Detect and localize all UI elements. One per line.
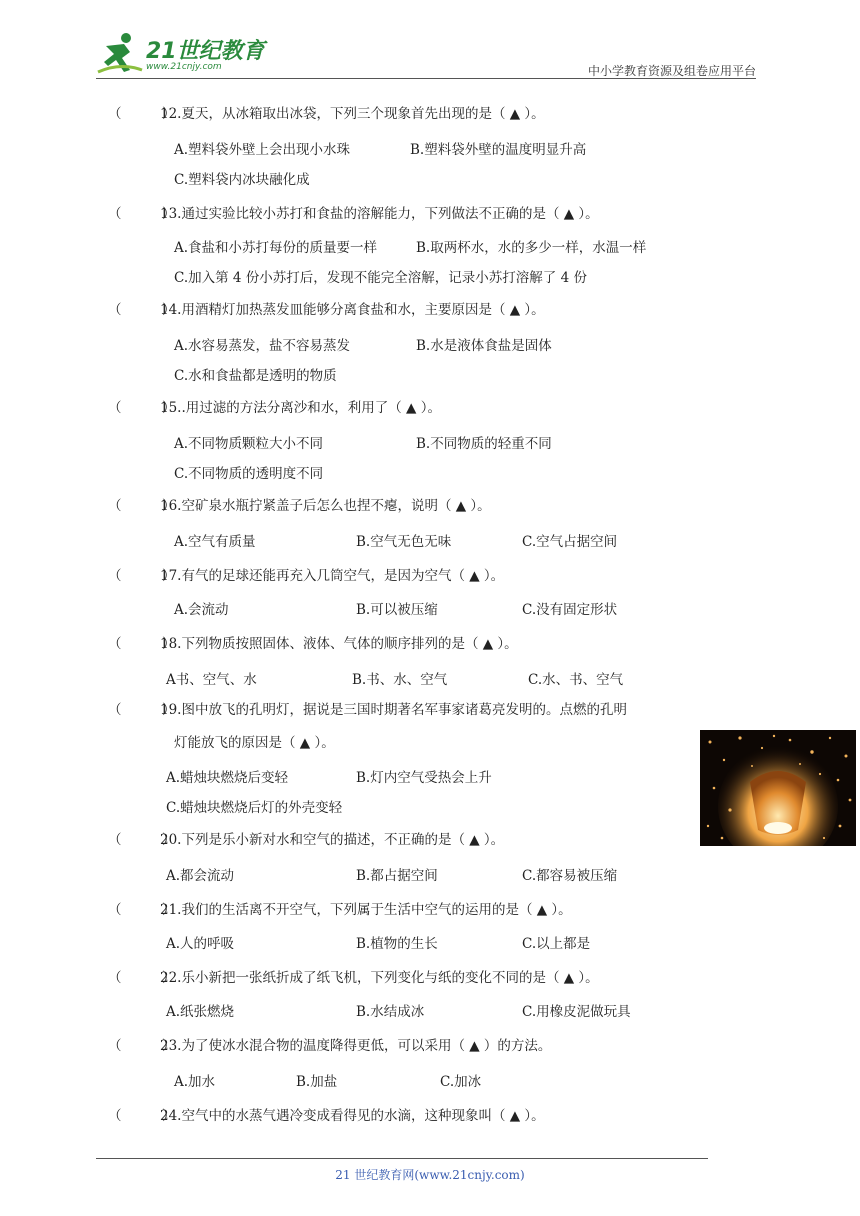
option-b: B.都占据空间	[356, 868, 438, 884]
question-12	[108, 102, 545, 122]
answer-blank[interactable]: （ ）	[108, 206, 176, 222]
question-17	[108, 564, 504, 584]
footer-link[interactable]: 21 世纪教育网(www.21cnjy.com)	[335, 1168, 525, 1182]
option-a: A.食盐和小苏打每份的质量要一样	[174, 240, 378, 256]
option-a: A.塑料袋外壁上会出现小水珠	[174, 142, 351, 158]
header-divider	[96, 78, 756, 79]
answer-blank[interactable]: （ ）	[108, 1108, 176, 1124]
option-c: C.加入第 4 份小苏打后，发现不能完全溶解，记录小苏打溶解了 4 份	[174, 270, 587, 286]
option-c: C.用橡皮泥做玩具	[522, 1004, 631, 1020]
option-a: A.会流动	[174, 602, 229, 618]
answer-blank[interactable]: （ ）	[108, 636, 176, 652]
option-c: C.水、书、空气	[528, 672, 624, 688]
answer-blank[interactable]: （ ）	[108, 498, 176, 514]
answer-blank[interactable]: （ ）	[108, 1038, 176, 1054]
question-text: 16.空矿泉水瓶拧紧盖子后怎么也捏不瘪，说明（ ▲ ）。	[160, 498, 491, 514]
option-a: A.都会流动	[166, 868, 235, 884]
option-b: B.水结成冰	[356, 1004, 425, 1020]
option-c: C.不同物质的透明度不同	[174, 466, 324, 482]
option-b: B.空气无色无味	[356, 534, 452, 550]
question-text: 12.夏天，从冰箱取出冰袋，下列三个现象首先出现的是（ ▲ ）。	[160, 106, 545, 122]
option-c: C.塑料袋内冰块融化成	[174, 172, 310, 188]
question-13	[108, 202, 599, 222]
option-c: C.蜡烛块燃烧后灯的外壳变轻	[166, 800, 343, 816]
option-c: C.加冰	[440, 1074, 482, 1090]
option-b: B.书、水、空气	[352, 672, 448, 688]
option-c: C.以上都是	[522, 936, 591, 952]
option-a: A.水容易蒸发，盐不容易蒸发	[174, 338, 351, 354]
option-a: A.纸张燃烧	[166, 1004, 235, 1020]
option-a: A.人的呼吸	[166, 936, 235, 952]
answer-blank[interactable]: （ ）	[108, 568, 176, 584]
answer-blank[interactable]: （ ）	[108, 902, 176, 918]
question-text: 14.用酒精灯加热蒸发皿能够分离食盐和水，主要原因是（ ▲ ）。	[160, 302, 545, 318]
question-text: 23.为了使冰水混合物的温度降得更低，可以采用（ ▲ ）的方法。	[160, 1038, 552, 1054]
question-text: 13.通过实验比较小苏打和食盐的溶解能力，下列做法不正确的是（ ▲ ）。	[160, 206, 599, 222]
answer-blank[interactable]: （ ）	[108, 970, 176, 986]
question-text: 21.我们的生活离不开空气，下列属于生活中空气的运用的是（ ▲ ）。	[160, 902, 572, 918]
question-text: 15..用过滤的方法分离沙和水，利用了（ ▲ ）。	[160, 400, 441, 416]
answer-blank[interactable]: （ ）	[108, 832, 176, 848]
question-text: 24.空气中的水蒸气遇冷变成看得见的水滴，这种现象叫（ ▲ ）。	[160, 1108, 545, 1124]
option-c: C.没有固定形状	[522, 602, 618, 618]
question-text: 18.下列物质按照固体、液体、气体的顺序排列的是（ ▲ ）。	[160, 636, 518, 652]
question-22	[108, 966, 599, 986]
answer-blank[interactable]: （ ）	[108, 106, 176, 122]
question-20	[108, 828, 504, 848]
option-b: B.灯内空气受热会上升	[356, 770, 492, 786]
question-24	[108, 1104, 545, 1124]
option-c: C.水和食盐都是透明的物质	[174, 368, 337, 384]
logo-text: 21世纪教育	[146, 39, 265, 64]
option-b: B.塑料袋外壁的温度明显升高	[410, 142, 587, 158]
site-logo[interactable]	[96, 32, 266, 78]
question-14	[108, 298, 545, 318]
question-text: 17.有气的足球还能再充入几筒空气，是因为空气（ ▲ ）。	[160, 568, 505, 584]
question-19-continued: 灯能放飞的原因是（ ▲ ）。	[174, 735, 335, 751]
platform-title: 中小学教育资源及组卷应用平台	[587, 64, 756, 78]
option-c: C.空气占据空间	[522, 534, 618, 550]
question-16	[108, 494, 491, 514]
option-b: B.水是液体食盐是固体	[416, 338, 552, 354]
option-b: B.可以被压缩	[356, 602, 438, 618]
answer-blank[interactable]: （ ）	[108, 302, 176, 318]
sky-lantern-image	[700, 730, 856, 846]
option-b: B.取两杯水，水的多少一样，水温一样	[416, 240, 647, 256]
option-b: B.加盐	[296, 1074, 338, 1090]
option-b: B.植物的生长	[356, 936, 438, 952]
option-b: B.不同物质的轻重不同	[416, 436, 552, 452]
question-23	[108, 1034, 551, 1054]
answer-blank[interactable]: （ ）	[108, 400, 176, 416]
question-text: 19.图中放飞的孔明灯，据说是三国时期著名军事家诸葛亮发明的。点燃的孔明	[160, 702, 627, 718]
question-15	[108, 396, 441, 416]
question-18	[108, 632, 518, 652]
question-text: 20.下列是乐小新对水和空气的描述，不正确的是（ ▲ ）。	[160, 832, 505, 848]
logo-url: www.21cnjy.com	[146, 62, 222, 72]
footer-divider	[96, 1158, 708, 1159]
question-21	[108, 898, 572, 918]
page-header	[0, 0, 860, 82]
option-a: A.不同物质颗粒大小不同	[174, 436, 324, 452]
option-a: A书、空气、水	[166, 672, 257, 688]
question-19	[108, 698, 627, 718]
answer-blank[interactable]: （ ）	[108, 702, 176, 718]
option-a: A.空气有质量	[174, 534, 256, 550]
runner-icon	[96, 32, 144, 76]
question-text: 22.乐小新把一张纸折成了纸飞机，下列变化与纸的变化不同的是（ ▲ ）。	[160, 970, 599, 986]
option-a: A.蜡烛块燃烧后变轻	[166, 770, 289, 786]
option-c: C.都容易被压缩	[522, 868, 618, 884]
option-a: A.加水	[174, 1074, 216, 1090]
